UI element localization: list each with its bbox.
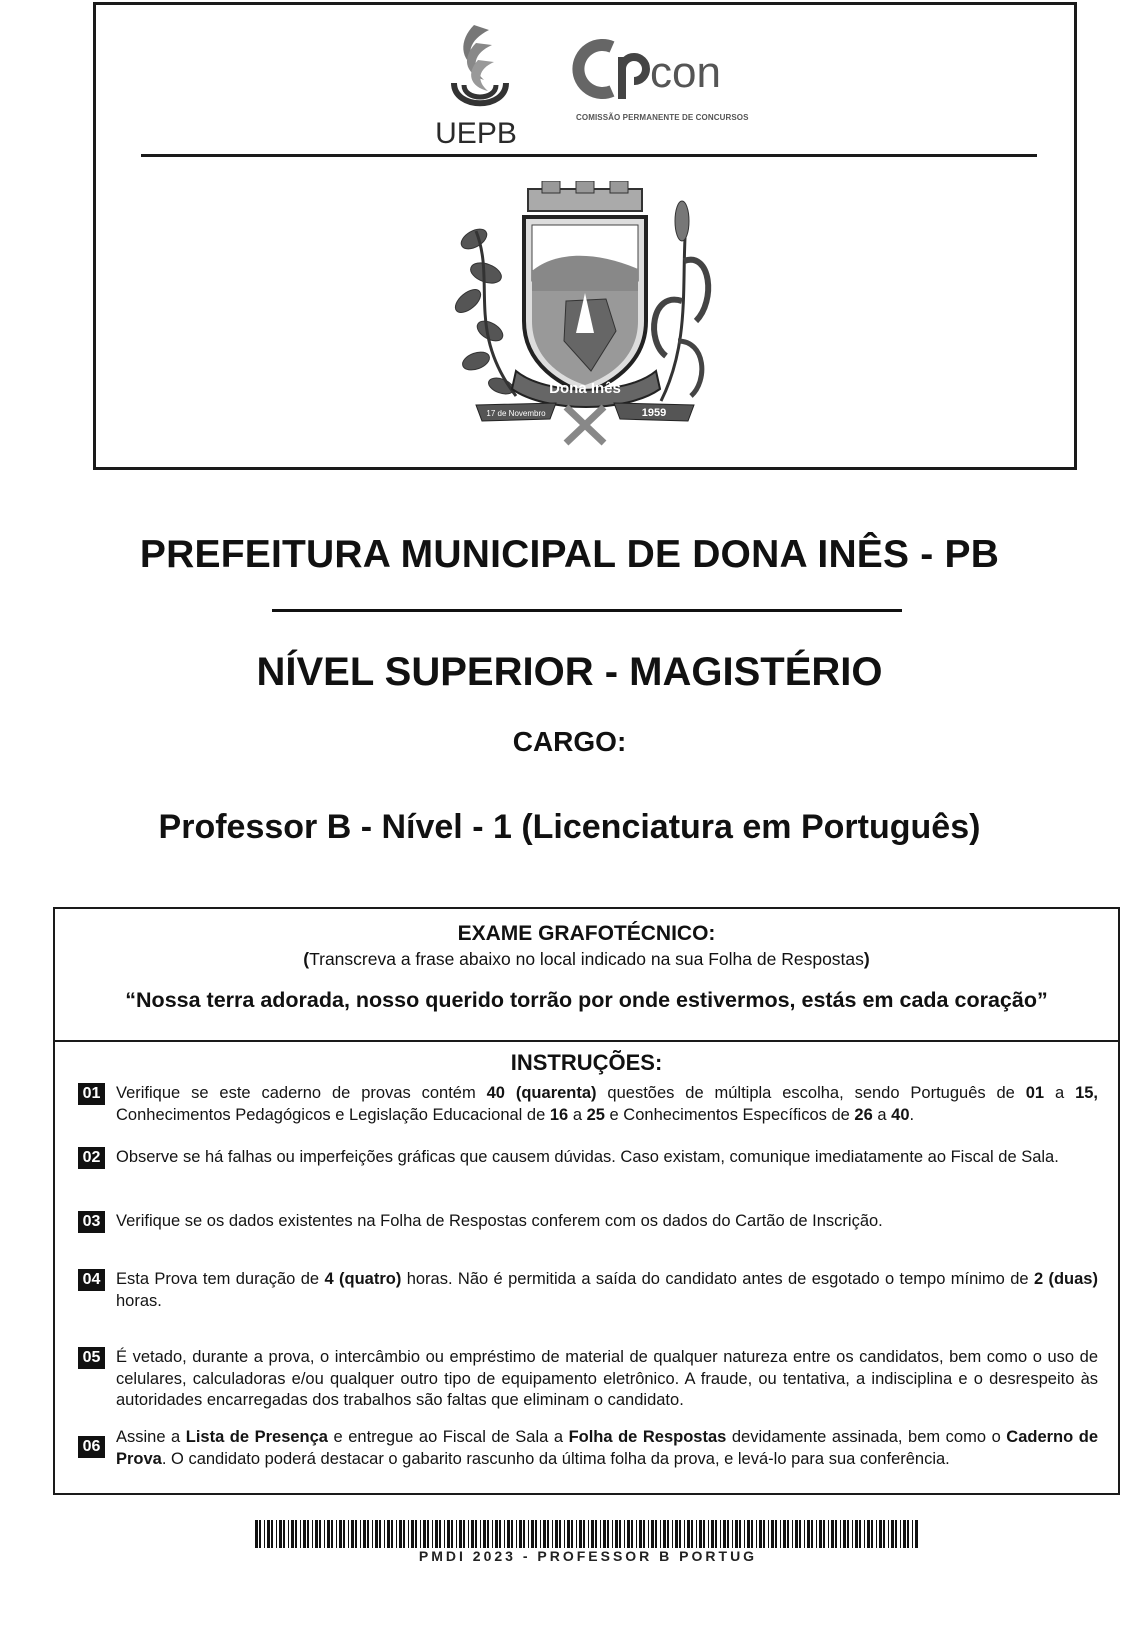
barcode-bar	[687, 1520, 690, 1548]
instruction-text: Verifique se este caderno de provas contém 40 (quarenta) questões de múltipla escolha, sendo Português de 01 a 15, Conhecimentos Pedagógicos e Legislação Educacional de 16 a 25 e Conhecimentos Específicos de 26 a 40.	[116, 1084, 1098, 1124]
barcode-bar	[747, 1520, 750, 1548]
barcode-bar	[339, 1520, 342, 1548]
barcode-bar	[511, 1520, 513, 1548]
barcode-bar	[660, 1520, 661, 1548]
municipal-crest-icon	[446, 181, 724, 449]
barcode-bar	[591, 1520, 594, 1548]
barcode-text: PMDI 2023 - PROFESSOR B PORTUG	[418, 1548, 758, 1564]
barcode-bar	[823, 1520, 825, 1548]
barcode-bar	[735, 1520, 738, 1548]
barcode-bar	[415, 1520, 417, 1548]
barcode-bar	[903, 1520, 906, 1548]
barcode-bar	[859, 1520, 861, 1548]
barcode-bar	[583, 1520, 585, 1548]
barcode-bar	[912, 1520, 913, 1548]
barcode-bar	[799, 1520, 801, 1548]
barcode-bar	[552, 1520, 553, 1548]
barcode-bar	[315, 1520, 318, 1548]
barcode-bar	[783, 1520, 786, 1548]
barcode-bar	[439, 1520, 441, 1548]
barcode-bar	[756, 1520, 757, 1548]
barcode-bar	[711, 1520, 714, 1548]
barcode-bar	[367, 1520, 369, 1548]
barcode-bar	[447, 1520, 450, 1548]
barcode-bar	[483, 1520, 486, 1548]
barcode-bar	[276, 1520, 277, 1548]
level-title: NÍVEL SUPERIOR - MAGISTÉRIO	[256, 650, 883, 694]
barcode-bar	[715, 1520, 717, 1548]
barcode-bar	[679, 1520, 681, 1548]
header-box	[93, 2, 1077, 470]
barcode-bar	[555, 1520, 558, 1548]
barcode-bar	[720, 1520, 721, 1548]
barcode-bar	[744, 1520, 745, 1548]
barcode-bar	[600, 1520, 601, 1548]
barcode-bar	[264, 1520, 265, 1548]
barcode-bar	[396, 1520, 397, 1548]
barcode-bar	[852, 1520, 853, 1548]
barcode-bar	[507, 1520, 510, 1548]
barcode-bar	[816, 1520, 817, 1548]
barcode-bar	[775, 1520, 777, 1548]
barcode-bar	[399, 1520, 402, 1548]
barcode-bar	[879, 1520, 882, 1548]
barcode-bar	[696, 1520, 697, 1548]
barcode-bar	[567, 1520, 570, 1548]
barcode-bar	[468, 1520, 469, 1548]
barcode-bar	[451, 1520, 453, 1548]
barcode-bar	[612, 1520, 613, 1548]
barcode-bar	[348, 1520, 349, 1548]
barcode-bar	[607, 1520, 609, 1548]
barcode-bar	[703, 1520, 705, 1548]
barcode-bar	[336, 1520, 337, 1548]
barcode-bar	[579, 1520, 582, 1548]
barcode-bar	[847, 1520, 849, 1548]
barcode-bar	[648, 1520, 649, 1548]
barcode-bar	[804, 1520, 805, 1548]
barcode-bar	[883, 1520, 885, 1548]
barcode-bar	[288, 1520, 289, 1548]
barcode-bar	[564, 1520, 565, 1548]
barcode-bar	[523, 1520, 525, 1548]
graphotechnical-section	[55, 909, 1118, 1042]
barcode-bar	[363, 1520, 366, 1548]
barcode-bar	[792, 1520, 793, 1548]
barcode-bar	[643, 1520, 645, 1548]
barcode-bar	[420, 1520, 421, 1548]
exam-quote: “Nossa terra adorada, nosso querido torrão por onde estivermos, estás em cada coração”	[125, 988, 1048, 1012]
crest-name: Dona Inês	[549, 380, 621, 397]
instruction-text: Verifique se os dados existentes na Folha de Respostas conferem com os dados do Cartão de Inscrição.	[116, 1212, 883, 1230]
exam-note: (Transcreva a frase abaixo no local indicado na sua Folha de Respostas)	[303, 949, 870, 969]
barcode-bar	[840, 1520, 841, 1548]
barcode-bar	[639, 1520, 642, 1548]
barcode-bar	[867, 1520, 870, 1548]
barcode-bar	[699, 1520, 702, 1548]
cpcon-subtitle: COMISSÃO PERMANENTE DE CONCURSOS	[576, 113, 749, 122]
barcode-bar	[723, 1520, 726, 1548]
instruction-number: 05	[78, 1347, 105, 1369]
barcode-bar	[408, 1520, 409, 1548]
barcode-bar	[267, 1520, 270, 1548]
barcode-bar	[307, 1520, 309, 1548]
barcode-bar	[495, 1520, 498, 1548]
barcode-bar	[427, 1520, 429, 1548]
barcode-bar	[387, 1520, 390, 1548]
barcode-bar	[588, 1520, 589, 1548]
crest-date: 17 de Novembro	[486, 409, 546, 418]
instruction-text: É vetado, durante a prova, o intercâmbio ou empréstimo de material de qualquer natureza entre os candidatos, bem como o uso de celulares, calculadoras e/ou qualquer outro tipo de equipamento eletrônico. A fraude, ou tentativa, a indisciplina e o desrespeito às autoridades encarregadas dos trabalhos são faltas que eliminam o candidato.	[116, 1348, 1098, 1409]
barcode-bar	[595, 1520, 597, 1548]
barcode-bar	[372, 1520, 373, 1548]
barcode-bar	[327, 1520, 330, 1548]
instructions-title: INSTRUÇÕES:	[510, 1050, 663, 1075]
barcode-bar	[864, 1520, 865, 1548]
barcode-bar	[411, 1520, 414, 1548]
crest-year: 1959	[641, 407, 667, 419]
barcode-bar	[432, 1520, 433, 1548]
barcode-bar	[403, 1520, 405, 1548]
barcode-bar	[831, 1520, 834, 1548]
barcode-bar	[487, 1520, 489, 1548]
barcode-bar	[475, 1520, 477, 1548]
barcode-bar	[876, 1520, 877, 1548]
instruction-number: 02	[78, 1147, 105, 1169]
barcode-bar	[619, 1520, 621, 1548]
barcode-bar	[891, 1520, 894, 1548]
barcode-bar	[795, 1520, 798, 1548]
barcode-bar	[708, 1520, 709, 1548]
barcode-bar	[571, 1520, 573, 1548]
instructions-box	[53, 907, 1120, 1495]
barcode-bar	[391, 1520, 393, 1548]
barcode-bar	[559, 1520, 561, 1548]
barcode-bar	[771, 1520, 774, 1548]
instruction-number: 03	[78, 1211, 105, 1233]
barcode-bar	[528, 1520, 529, 1548]
barcode-bar	[732, 1520, 733, 1548]
barcode-bar	[763, 1520, 765, 1548]
barcode-bar	[672, 1520, 673, 1548]
barcode-bar	[360, 1520, 361, 1548]
barcode-bar	[900, 1520, 901, 1548]
instruction-number: 01	[78, 1083, 105, 1105]
barcode-bar	[667, 1520, 669, 1548]
barcode-bar	[603, 1520, 606, 1548]
instruction-number: 06	[78, 1436, 105, 1458]
barcode-bar	[807, 1520, 810, 1548]
barcode-bar	[684, 1520, 685, 1548]
barcode-bar	[375, 1520, 378, 1548]
barcode-bar	[819, 1520, 822, 1548]
barcode-bar	[255, 1520, 258, 1548]
barcode-bar	[636, 1520, 637, 1548]
barcode-bar	[871, 1520, 873, 1548]
barcode-bar	[855, 1520, 858, 1548]
barcode-bar	[540, 1520, 541, 1548]
barcode-bar	[787, 1520, 789, 1548]
barcode-bar	[663, 1520, 666, 1548]
cpcon-logo-icon	[572, 39, 762, 99]
barcode-bar	[835, 1520, 837, 1548]
institution-title: PREFEITURA MUNICIPAL DE DONA INÊS - PB	[139, 533, 1000, 576]
cpcon-logo-text: con	[650, 48, 721, 97]
barcode-bar	[543, 1520, 546, 1548]
barcode-bar	[459, 1520, 462, 1548]
barcode-bar	[303, 1520, 306, 1548]
barcode-bar	[780, 1520, 781, 1548]
cargo-label: CARGO:	[512, 726, 627, 757]
barcode-bar	[843, 1520, 846, 1548]
barcode-bar	[319, 1520, 321, 1548]
barcode-bar	[655, 1520, 657, 1548]
barcode-bar	[895, 1520, 897, 1548]
barcode-bar	[576, 1520, 577, 1548]
barcode-bar	[691, 1520, 693, 1548]
barcode-bar	[768, 1520, 769, 1548]
barcode-bar	[519, 1520, 522, 1548]
barcode-bar	[531, 1520, 534, 1548]
barcode-bar	[343, 1520, 345, 1548]
barcode-bar	[615, 1520, 618, 1548]
barcode-bar	[480, 1520, 481, 1548]
barcode-bar	[907, 1520, 909, 1548]
barcode-bar	[675, 1520, 678, 1548]
barcode-bar	[456, 1520, 457, 1548]
barcode-bar	[271, 1520, 273, 1548]
barcode-bar	[423, 1520, 426, 1548]
barcode-bar	[379, 1520, 381, 1548]
barcode-bar	[727, 1520, 729, 1548]
barcode-bar	[300, 1520, 301, 1548]
barcode-bar	[492, 1520, 493, 1548]
barcode-bar	[504, 1520, 505, 1548]
barcode-bar	[624, 1520, 625, 1548]
cargo-title: Professor B - Nível - 1 (Licenciatura em Português)	[158, 808, 981, 846]
barcode-bar	[295, 1520, 297, 1548]
barcode-bar	[351, 1520, 354, 1548]
instruction-number: 04	[78, 1269, 105, 1291]
barcode-bar	[516, 1520, 517, 1548]
barcode-bar	[759, 1520, 762, 1548]
barcode-bar	[739, 1520, 741, 1548]
barcode-bar	[499, 1520, 501, 1548]
barcode-bar	[751, 1520, 753, 1548]
barcode-icon	[255, 1520, 921, 1548]
logo-divider	[141, 154, 1037, 157]
exam-title: EXAME GRAFOTÉCNICO:	[457, 922, 716, 945]
barcode-bar	[259, 1520, 261, 1548]
barcode-bar	[915, 1520, 918, 1548]
barcode-bar	[535, 1520, 537, 1548]
barcode-bar	[355, 1520, 357, 1548]
barcode-bar	[331, 1520, 333, 1548]
title-divider	[272, 609, 902, 612]
barcode-bar	[324, 1520, 325, 1548]
barcode-bar	[547, 1520, 549, 1548]
barcode-bar	[435, 1520, 438, 1548]
barcode-bar	[471, 1520, 474, 1548]
barcode-bar	[627, 1520, 630, 1548]
barcode-bar	[384, 1520, 385, 1548]
barcode-bar	[283, 1520, 285, 1548]
barcode-bar	[811, 1520, 813, 1548]
barcode-bar	[444, 1520, 445, 1548]
barcode-bar	[291, 1520, 294, 1548]
instruction-text: Observe se há falhas ou imperfeições gráficas que causem dúvidas. Caso existam, comunique imediatamente ao Fiscal de Sala.	[116, 1148, 1059, 1166]
barcode-bar	[463, 1520, 465, 1548]
barcode-bar	[651, 1520, 654, 1548]
instruction-text: Assine a Lista de Presença e entregue ao Fiscal de Sala a Folha de Respostas devidamente assinada, bem como o Caderno de Prova. O candidato poderá destacar o gabarito rascunho da última folha da prova, e levá-lo para sua conferência.	[116, 1428, 1098, 1468]
barcode-bar	[888, 1520, 889, 1548]
barcode-bar	[312, 1520, 313, 1548]
barcode-bar	[279, 1520, 282, 1548]
barcode-bar	[828, 1520, 829, 1548]
uepb-logo-text: UEPB	[435, 117, 517, 150]
instruction-text: Esta Prova tem duração de 4 (quatro) horas. Não é permitida a saída do candidato antes de esgotado o tempo mínimo de 2 (duas) horas.	[116, 1270, 1098, 1310]
barcode-bar	[631, 1520, 633, 1548]
